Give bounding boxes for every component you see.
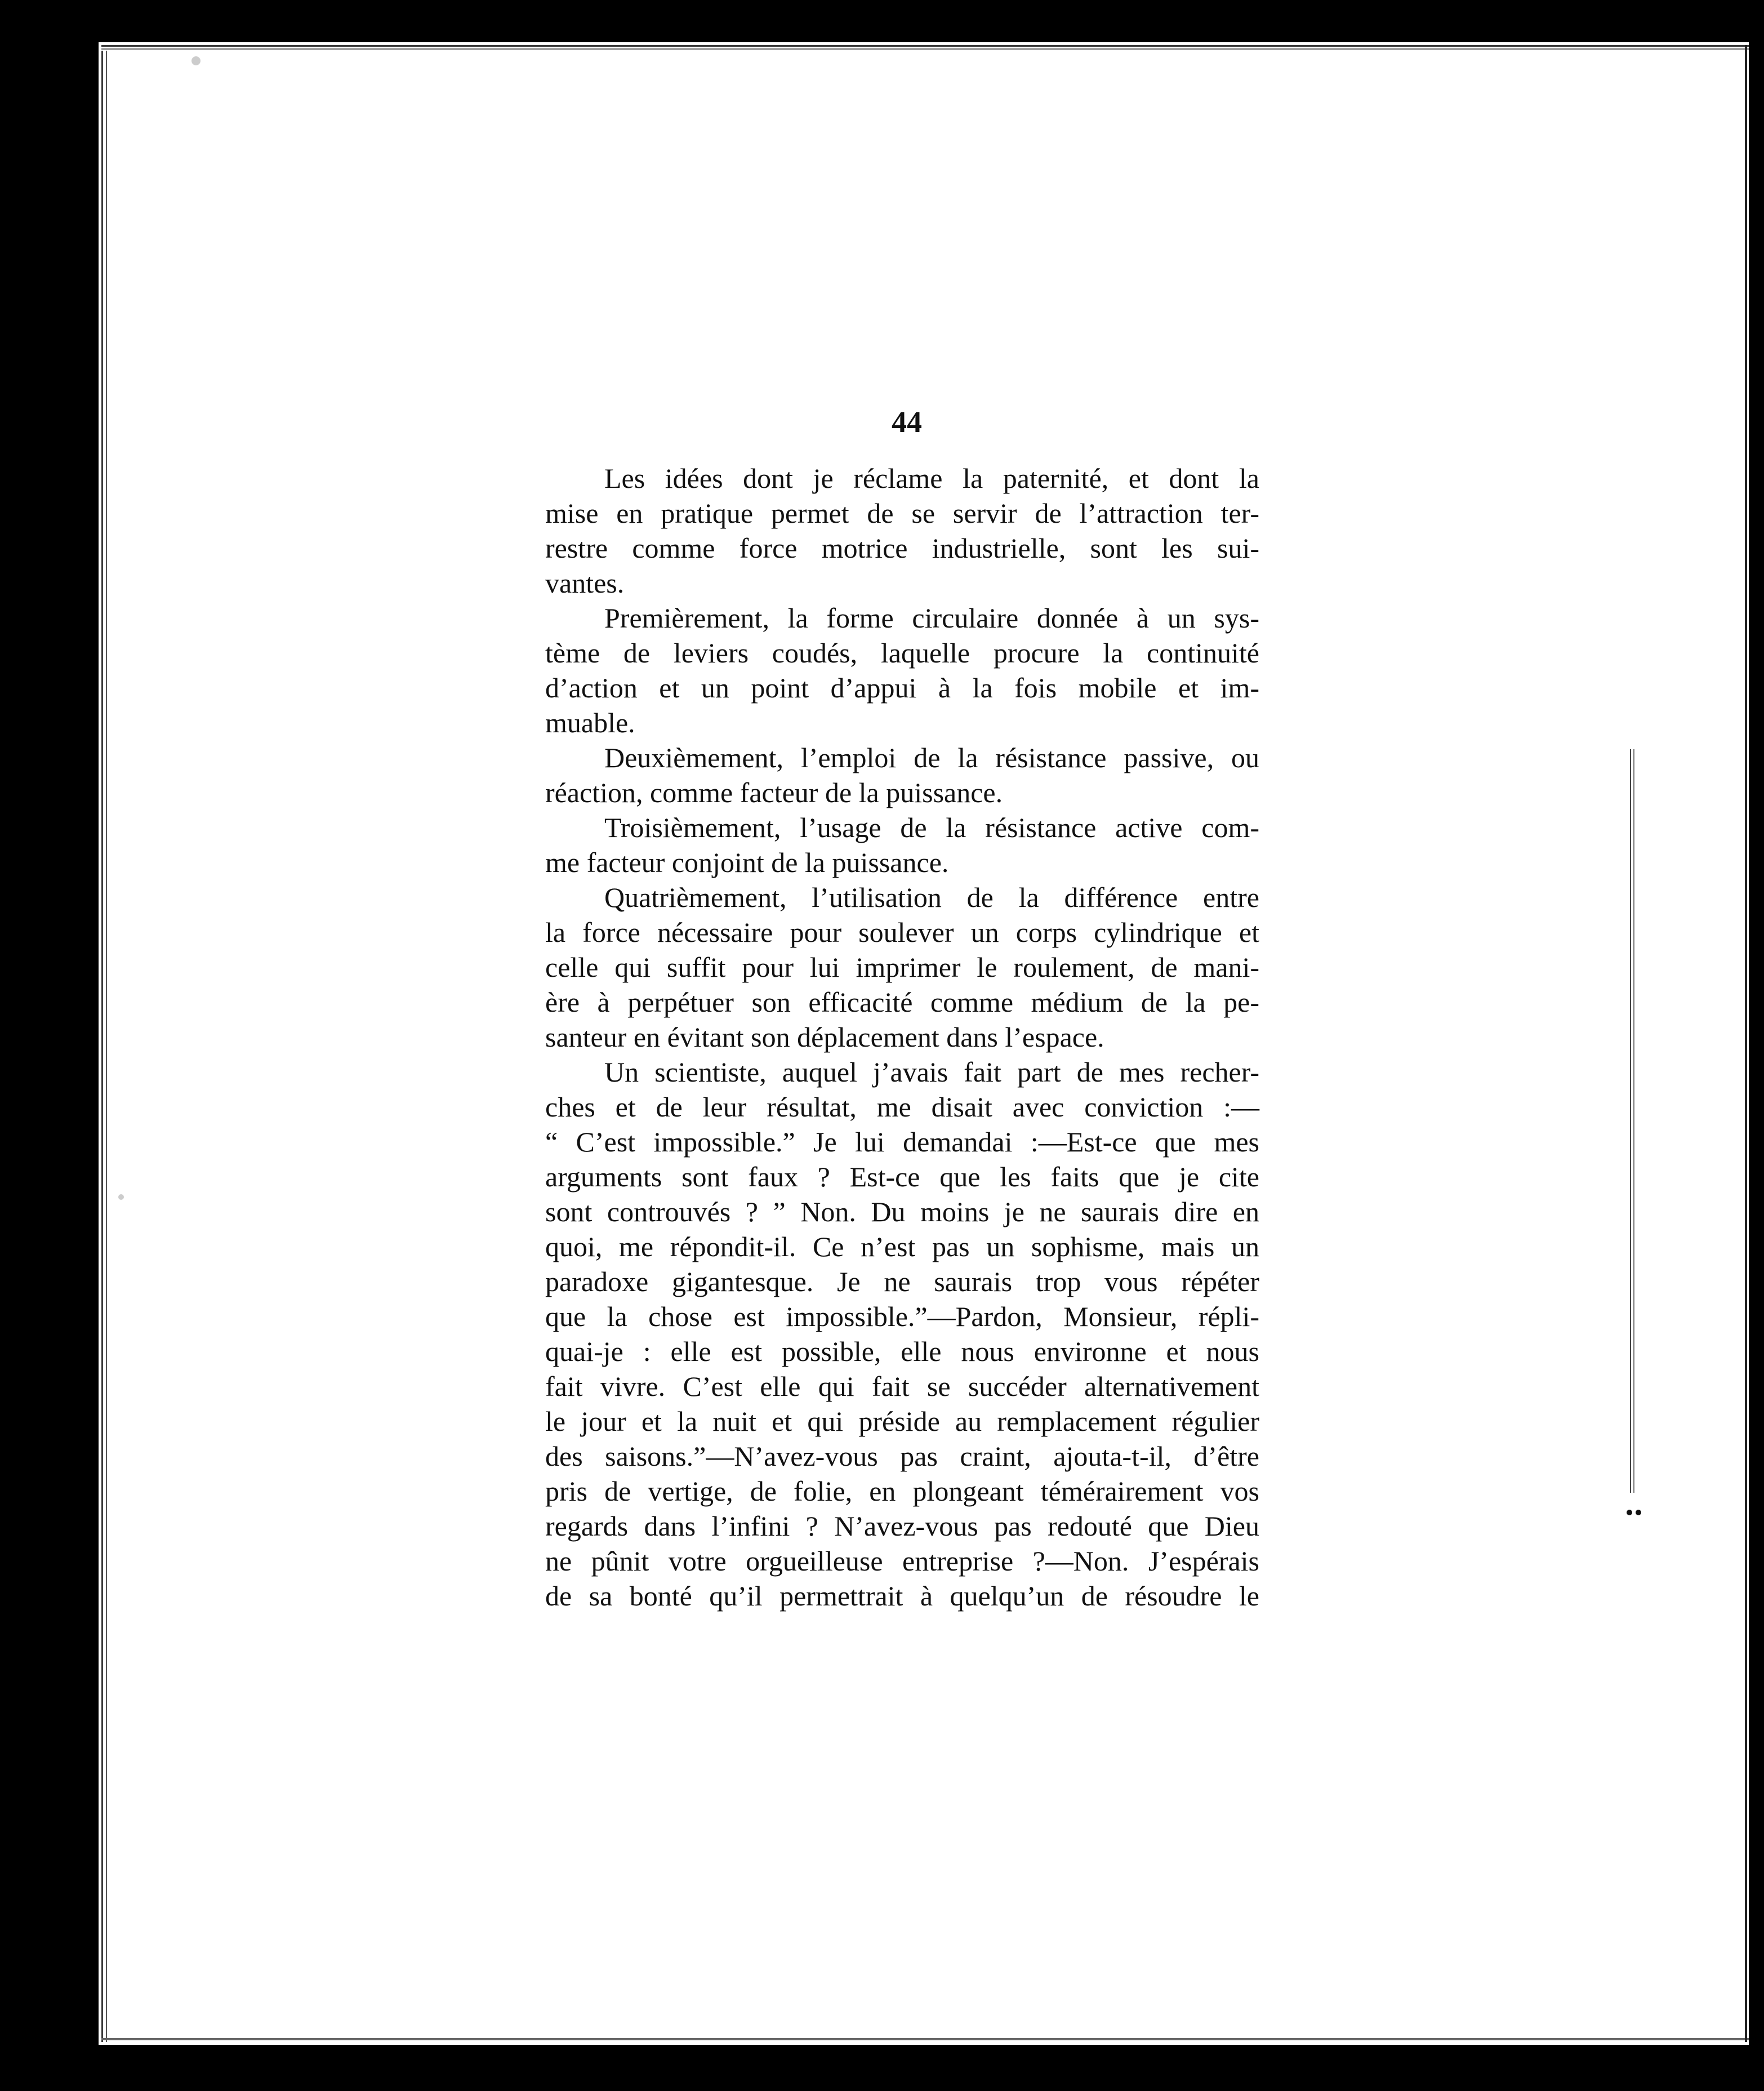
text-line: Quatrièmement, l’utilisation de la différence entre	[604, 882, 1259, 913]
text-line: la force nécessaire pour soulever un corps cylindrique et	[545, 917, 1259, 948]
body-text	[545, 461, 1259, 1613]
text-line: fait vivre. C’est elle qui fait se succéder alternativement	[545, 1371, 1259, 1402]
margin-rule	[1630, 749, 1634, 1493]
text-line: le jour et la nuit et qui préside au remplacement régulier	[545, 1405, 1259, 1437]
text-line: de sa bonté qu’il permettrait à quelqu’un de résoudre le	[545, 1580, 1259, 1612]
scan-speck	[191, 56, 201, 65]
text-line: “ C’est impossible.” Je lui demandai :—Est-ce que mes	[545, 1126, 1259, 1158]
text-line: quoi, me répondit-il. Ce n’est pas un sophisme, mais un	[545, 1231, 1259, 1262]
text-line: mise en pratique permet de se servir de l’attraction ter-	[545, 497, 1259, 529]
margin-mark	[1627, 1510, 1632, 1515]
text-line: Un scientiste, auquel j’avais fait part de mes recher-	[604, 1056, 1259, 1088]
text-line: restre comme force motrice industrielle, sont les sui-	[545, 532, 1259, 564]
page-frame-top	[101, 45, 1749, 51]
text-line: santeur en évitant son déplacement dans l’espace.	[545, 1021, 1104, 1053]
text-line: Deuxièmement, l’emploi de la résistance passive, ou	[604, 742, 1259, 773]
page-frame-left	[101, 45, 109, 2042]
page-number: 44	[892, 405, 922, 439]
text-line: d’action et un point d’appui à la fois mobile et im-	[545, 672, 1259, 704]
text-line: Les idées dont je réclame la paternité, et dont la	[604, 462, 1259, 494]
text-line: me facteur conjoint de la puissance.	[545, 847, 949, 878]
text-line: Premièrement, la forme circulaire donnée à un sys-	[604, 602, 1259, 634]
text-line: ches et de leur résultat, me disait avec conviction :—	[545, 1091, 1259, 1123]
text-line: pris de vertige, de folie, en plongeant témérairement vos	[545, 1475, 1259, 1507]
text-line: vantes.	[545, 567, 625, 599]
text-line: réaction, comme facteur de la puissance.	[545, 777, 1003, 808]
text-line: muable.	[545, 707, 635, 738]
margin-mark	[1636, 1510, 1641, 1515]
text-line: arguments sont faux ? Est-ce que les faits que je cite	[545, 1161, 1259, 1193]
text-line: paradoxe gigantesque. Je ne saurais trop vous répéter	[545, 1266, 1259, 1297]
text-line: des saisons.”—N’avez-vous pas craint, ajouta-t-il, d’être	[545, 1440, 1259, 1472]
text-line: tème de leviers coudés, laquelle procure la continuité	[545, 637, 1259, 669]
scan-speck	[118, 1194, 124, 1200]
text-line: quai-je : elle est possible, elle nous environne et nous	[545, 1336, 1259, 1367]
text-line: regards dans l’infini ? N’avez-vous pas redouté que Dieu	[545, 1510, 1259, 1542]
text-line: que la chose est impossible.”—Pardon, Monsieur, répli-	[545, 1301, 1259, 1332]
text-line: Troisièmement, l’usage de la résistance active com-	[604, 812, 1259, 843]
text-line: ère à perpétuer son efficacité comme médium de la pe-	[545, 986, 1259, 1018]
text-line: celle qui suffit pour lui imprimer le roulement, de mani-	[545, 951, 1259, 983]
page-frame-bottom	[101, 2038, 1749, 2040]
page-frame-right	[1745, 45, 1747, 2042]
text-line: sont controuvés ? ” Non. Du moins je ne saurais dire en	[545, 1196, 1259, 1227]
text-line: ne pûnit votre orgueilleuse entreprise ?—Non. J’espérais	[545, 1545, 1259, 1577]
